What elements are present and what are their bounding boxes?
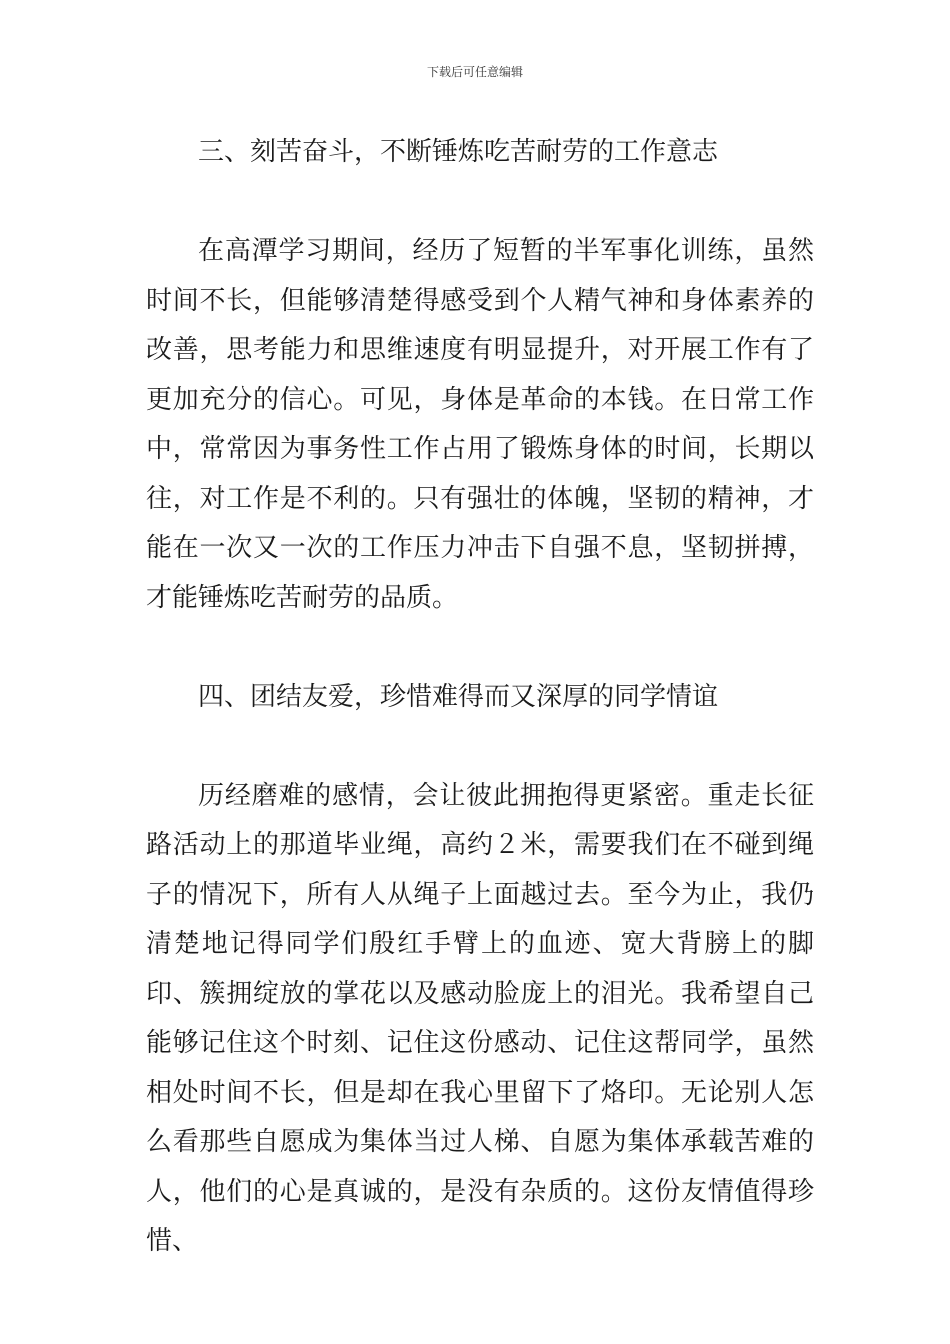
page-header: 下载后可任意编辑	[426, 65, 523, 79]
blank-line	[146, 722, 814, 772]
document-body	[146, 128, 814, 1267]
blank-line	[146, 623, 814, 673]
section-paragraph-3: 在高潭学习期间，经历了短暂的半军事化训练，虽然时间不长，但能够清楚得感受到个人精气神和身体素养的改善，思考能力和思维速度有明显提升，对开展工作有了更加充分的信心。可见，身体是革命的本钱。在日常工作中，常常因为事务性工作占用了锻炼身体的时间，长期以往，对工作是不利的。只有强壮的体魄，坚韧的精神，才能在一次又一次的工作压力冲击下自强不息，坚韧拼搏，才能锤炼吃苦耐劳的品质。	[146, 236, 814, 613]
section-heading-4: 四、团结友爱，珍惜难得而又深厚的同学情谊	[198, 681, 719, 712]
blank-line	[146, 178, 814, 228]
section-paragraph-4: 历经磨难的感情，会让彼此拥抱得更紧密。重走长征路活动上的那道毕业绳，高约２米，需要我们在不碰到绳子的情况下，所有人从绳子上面越过去。至今为止，我仍清楚地记得同学们殷红手臂上的血迹、宽大背膀上的脚印、簇拥绽放的掌花以及感动脸庞上的泪光。我希望自己能够记住这个时刻、记住这份感动、记住这帮同学，虽然相处时间不长，但是却在我心里留下了烙印。无论别人怎么看那些自愿成为集体当过人梯、自愿为集体承载苦难的人，他们的心是真诚的，是没有杂质的。这份友情值得珍惜、	[146, 780, 814, 1256]
section-heading-3: 三、刻苦奋斗，不断锤炼吃苦耐劳的工作意志	[198, 137, 719, 167]
